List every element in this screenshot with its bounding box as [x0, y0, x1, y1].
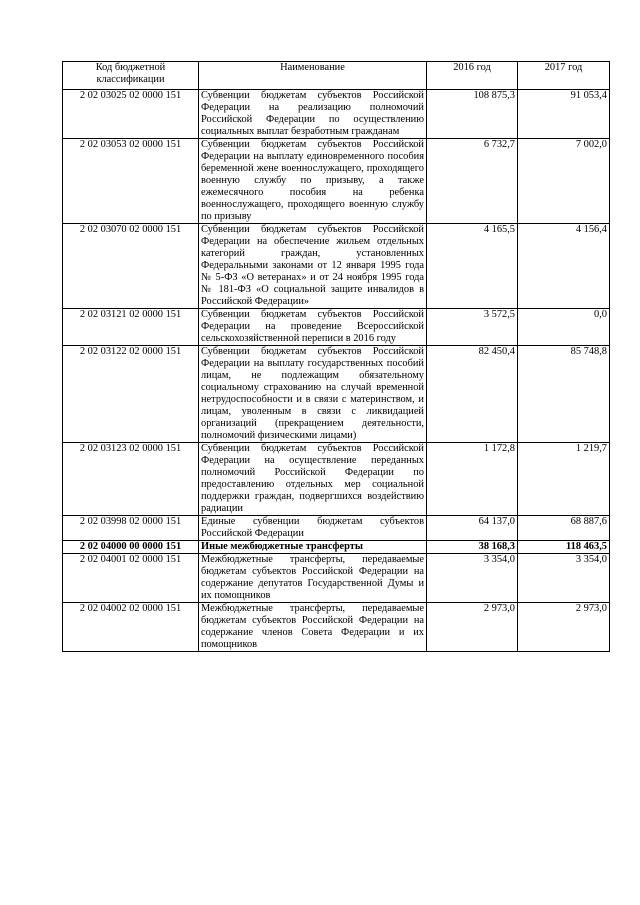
value-2017-cell: 3 354,0: [518, 554, 610, 603]
budget-code-cell: 2 02 03123 02 0000 151: [63, 443, 199, 516]
name-cell: Субвенции бюджетам субъектов Российской Федерации на реализацию полномочий Российской Федерации по осуществлению социальных выплат безработным гражданам: [199, 90, 427, 139]
table-row: [63, 554, 610, 603]
budget-code-cell: 2 02 04001 02 0000 151: [63, 554, 199, 603]
value-2017-cell: 91 053,4: [518, 90, 610, 139]
name-cell: Единые субвенции бюджетам субъектов Российской Федерации: [199, 516, 427, 541]
value-2016-cell: 6 732,7: [427, 139, 518, 224]
header-code: Код бюджетной классификации: [63, 62, 199, 90]
table-row: [63, 346, 610, 443]
name-cell: Субвенции бюджетам субъектов Российской Федерации на обеспечение жильем отдельных категорий граждан, установленных Федеральными законами от 12 января 1995 года № 5-ФЗ «О ветеранах» и от 24 ноября 1995 года № 181-ФЗ «О социальной защите инвалидов в Российской Федерации»: [199, 224, 427, 309]
value-2017-cell: 0,0: [518, 309, 610, 346]
name-cell: Субвенции бюджетам субъектов Российской Федерации на осуществление переданных полномочий Российской Федерации по предоставлению отдельных мер социальной поддержки граждан, подвергшихся воздействию радиации: [199, 443, 427, 516]
budget-table: [62, 61, 610, 652]
value-2016-cell: 3 354,0: [427, 554, 518, 603]
value-2016-cell: 108 875,3: [427, 90, 518, 139]
value-2017-cell: 4 156,4: [518, 224, 610, 309]
value-2017-cell: 68 887,6: [518, 516, 610, 541]
value-2017-cell: 2 973,0: [518, 603, 610, 652]
budget-code-cell: 2 02 04000 00 0000 151: [63, 541, 199, 554]
header-year-2016: 2016 год: [427, 62, 518, 90]
value-2016-cell: 4 165,5: [427, 224, 518, 309]
value-2016-cell: 1 172,8: [427, 443, 518, 516]
name-cell: Субвенции бюджетам субъектов Российской Федерации на выплату государственных пособий лицам, не подлежащим обязательному социальному страхованию на случай временной нетрудоспособности и в связи с материнством, и лицам, уволенным в связи с ликвидацией организаций (прекращением деятельности, полномочий физическими лицами): [199, 346, 427, 443]
budget-code-cell: 2 02 03998 02 0000 151: [63, 516, 199, 541]
name-cell: Иные межбюджетные трансферты: [199, 541, 427, 554]
table-row: [63, 139, 610, 224]
table-row: [63, 516, 610, 541]
header-year-2017: 2017 год: [518, 62, 610, 90]
value-2016-cell: 64 137,0: [427, 516, 518, 541]
header-name: Наименование: [199, 62, 427, 90]
value-2017-cell: 7 002,0: [518, 139, 610, 224]
value-2017-cell: 1 219,7: [518, 443, 610, 516]
budget-code-cell: 2 02 04002 02 0000 151: [63, 603, 199, 652]
value-2016-cell: 2 973,0: [427, 603, 518, 652]
name-cell: Межбюджетные трансферты, передаваемые бюджетам субъектов Российской Федерации на содержание членов Совета Федерации и их помощников: [199, 603, 427, 652]
table-row: [63, 541, 610, 554]
table-row: [63, 224, 610, 309]
value-2017-cell: 85 748,8: [518, 346, 610, 443]
table-row: [63, 90, 610, 139]
name-cell: Субвенции бюджетам субъектов Российской Федерации на проведение Всероссийской сельскохозяйственной переписи в 2016 году: [199, 309, 427, 346]
budget-code-cell: 2 02 03070 02 0000 151: [63, 224, 199, 309]
budget-code-cell: 2 02 03121 02 0000 151: [63, 309, 199, 346]
budget-code-cell: 2 02 03122 02 0000 151: [63, 346, 199, 443]
value-2016-cell: 38 168,3: [427, 541, 518, 554]
value-2016-cell: 3 572,5: [427, 309, 518, 346]
budget-code-cell: 2 02 03025 02 0000 151: [63, 90, 199, 139]
table-row: [63, 603, 610, 652]
budget-code-cell: 2 02 03053 02 0000 151: [63, 139, 199, 224]
value-2016-cell: 82 450,4: [427, 346, 518, 443]
table-header-row: [63, 62, 610, 90]
value-2017-cell: 118 463,5: [518, 541, 610, 554]
name-cell: Межбюджетные трансферты, передаваемые бюджетам субъектов Российской Федерации на содержание депутатов Государственной Думы и их помощников: [199, 554, 427, 603]
name-cell: Субвенции бюджетам субъектов Российской Федерации на выплату единовременного пособия беременной жене военнослужащего, проходящего военную службу по призыву, а также ежемесячного пособия на ребенка военнослужащего, проходящего военную службу по призыву: [199, 139, 427, 224]
table-row: [63, 309, 610, 346]
table-row: [63, 443, 610, 516]
